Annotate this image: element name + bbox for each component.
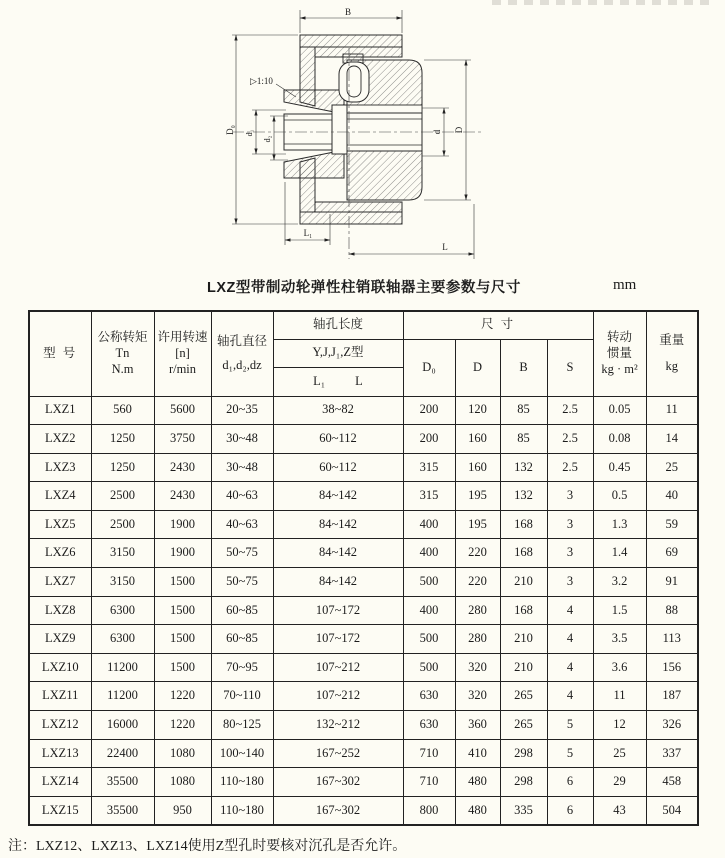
value-cell: 1220 [154,711,211,740]
value-cell: 50~75 [211,539,273,568]
value-cell: 11200 [91,653,154,682]
value-cell: 298 [500,739,547,768]
table-row [29,739,698,768]
coupling-section-drawing [212,2,497,270]
value-cell: 43 [593,796,646,825]
value-cell: 113 [646,625,698,654]
value-cell: 11200 [91,682,154,711]
value-cell: 60~112 [273,425,403,454]
value-cell: 335 [500,796,547,825]
value-cell: 710 [403,768,455,797]
model-cell: LXZ5 [29,510,91,539]
model-cell: LXZ2 [29,425,91,454]
table-row [29,625,698,654]
value-cell: 60~112 [273,453,403,482]
model-cell: LXZ12 [29,711,91,740]
value-cell: 1080 [154,739,211,768]
value-cell: 265 [500,682,547,711]
value-cell: 2500 [91,482,154,511]
value-cell: 3150 [91,568,154,597]
value-cell: 107~172 [273,596,403,625]
header-bore-length-types: Y,J,J₁,Z型 [273,339,403,367]
value-cell: 280 [455,625,500,654]
value-cell: 3.6 [593,653,646,682]
table-row [29,768,698,797]
value-cell: 132 [500,453,547,482]
value-cell: 38~82 [273,396,403,425]
value-cell: 160 [455,453,500,482]
value-cell: 220 [455,539,500,568]
value-cell: 40 [646,482,698,511]
value-cell: 30~48 [211,453,273,482]
value-cell: 2.5 [547,396,593,425]
value-cell: 1500 [154,596,211,625]
table-row [29,653,698,682]
dim-D: D [454,126,464,134]
value-cell: 3.5 [593,625,646,654]
value-cell: 3 [547,510,593,539]
value-cell: 400 [403,539,455,568]
value-cell: 29 [593,768,646,797]
table-row [29,711,698,740]
value-cell: 168 [500,539,547,568]
value-cell: 11 [646,396,698,425]
value-cell: 0.45 [593,453,646,482]
table-row [29,425,698,454]
header-torque: 公称转矩Tn N.m [91,311,154,396]
value-cell: 210 [500,625,547,654]
value-cell: 1900 [154,539,211,568]
value-cell: 25 [646,453,698,482]
header-weight: 重量 kg [646,311,698,396]
value-cell: 84~142 [273,482,403,511]
table-row [29,453,698,482]
model-cell: LXZ1 [29,396,91,425]
model-cell: LXZ7 [29,568,91,597]
value-cell: 4 [547,596,593,625]
value-cell: 2.5 [547,425,593,454]
dim-d1: d₁ [245,129,254,137]
value-cell: 35500 [91,768,154,797]
value-cell: 168 [500,510,547,539]
value-cell: 40~63 [211,482,273,511]
value-cell: 195 [455,510,500,539]
value-cell: 167~302 [273,768,403,797]
value-cell: 1500 [154,653,211,682]
value-cell: 107~212 [273,682,403,711]
value-cell: 132~212 [273,711,403,740]
value-cell: 1220 [154,682,211,711]
value-cell: 360 [455,711,500,740]
clipped-text-artifact [492,0,712,5]
value-cell: 85 [500,396,547,425]
value-cell: 167~302 [273,796,403,825]
value-cell: 160 [455,425,500,454]
value-cell: 326 [646,711,698,740]
value-cell: 6300 [91,596,154,625]
value-cell: 2430 [154,453,211,482]
value-cell: 504 [646,796,698,825]
value-cell: 60~85 [211,625,273,654]
table-row [29,539,698,568]
value-cell: 156 [646,653,698,682]
value-cell: 1.4 [593,539,646,568]
value-cell: 6 [547,796,593,825]
value-cell: 500 [403,625,455,654]
value-cell: 187 [646,682,698,711]
table-row [29,796,698,825]
value-cell: 458 [646,768,698,797]
value-cell: 5 [547,711,593,740]
value-cell: 3750 [154,425,211,454]
value-cell: 70~110 [211,682,273,711]
value-cell: 16000 [91,711,154,740]
header-inertia: 转动 惯量 kg · m² [593,311,646,396]
header-col-S: S [547,339,593,396]
value-cell: 6 [547,768,593,797]
value-cell: 315 [403,482,455,511]
table-row [29,568,698,597]
value-cell: 280 [455,596,500,625]
value-cell: 59 [646,510,698,539]
model-cell: LXZ4 [29,482,91,511]
value-cell: 70~95 [211,653,273,682]
value-cell: 315 [403,453,455,482]
header-model: 型 号 [29,311,91,396]
dim-L: L [442,242,448,252]
value-cell: 4 [547,682,593,711]
value-cell: 2.5 [547,453,593,482]
value-cell: 107~172 [273,625,403,654]
value-cell: 100~140 [211,739,273,768]
table-row [29,596,698,625]
value-cell: 107~212 [273,653,403,682]
value-cell: 1.3 [593,510,646,539]
value-cell: 265 [500,711,547,740]
value-cell: 3.2 [593,568,646,597]
value-cell: 84~142 [273,510,403,539]
value-cell: 950 [154,796,211,825]
footnote: 注：LXZ12、LXZ13、LXZ14使用Z型孔时要核对沉孔是否允许。 [8,839,407,854]
value-cell: 200 [403,425,455,454]
value-cell: 14 [646,425,698,454]
value-cell: 5600 [154,396,211,425]
header-bore-diameter: 轴孔直径 d₁,d₂,dz [211,311,273,396]
value-cell: 22400 [91,739,154,768]
table-row [29,682,698,711]
value-cell: 168 [500,596,547,625]
value-cell: 3 [547,568,593,597]
value-cell: 210 [500,568,547,597]
value-cell: 6300 [91,625,154,654]
value-cell: 1250 [91,425,154,454]
dim-B: B [344,7,352,17]
value-cell: 1900 [154,510,211,539]
value-cell: 480 [455,768,500,797]
value-cell: 1500 [154,568,211,597]
value-cell: 1080 [154,768,211,797]
value-cell: 50~75 [211,568,273,597]
header-L1-L: L₁ L [273,367,403,396]
value-cell: 0.08 [593,425,646,454]
header-col-B: B [500,339,547,396]
value-cell: 560 [91,396,154,425]
header-size: 尺 寸 [403,311,593,339]
value-cell: 5 [547,739,593,768]
value-cell: 91 [646,568,698,597]
value-cell: 110~180 [211,768,273,797]
value-cell: 167~252 [273,739,403,768]
value-cell: 337 [646,739,698,768]
model-cell: LXZ8 [29,596,91,625]
value-cell: 320 [455,682,500,711]
dim-d2: d₂ [263,135,272,143]
value-cell: 410 [455,739,500,768]
value-cell: 1250 [91,453,154,482]
model-cell: LXZ13 [29,739,91,768]
value-cell: 195 [455,482,500,511]
header-speed: 许用转速 [n] r/min [154,311,211,396]
value-cell: 120 [455,396,500,425]
value-cell: 85 [500,425,547,454]
value-cell: 630 [403,711,455,740]
value-cell: 88 [646,596,698,625]
dim-D0: D₀ [225,125,235,135]
model-cell: LXZ14 [29,768,91,797]
value-cell: 1.5 [593,596,646,625]
value-cell: 480 [455,796,500,825]
header-col-D: D [455,339,500,396]
model-cell: LXZ6 [29,539,91,568]
unit-label: mm [613,277,637,293]
value-cell: 4 [547,653,593,682]
value-cell: 11 [593,682,646,711]
value-cell: 1500 [154,625,211,654]
model-cell: LXZ3 [29,453,91,482]
value-cell: 35500 [91,796,154,825]
dim-d: d [432,129,442,135]
value-cell: 210 [500,653,547,682]
value-cell: 3150 [91,539,154,568]
value-cell: 630 [403,682,455,711]
value-cell: 2430 [154,482,211,511]
taper-label: ▷1:10 [250,76,273,86]
value-cell: 110~180 [211,796,273,825]
model-cell: LXZ10 [29,653,91,682]
value-cell: 25 [593,739,646,768]
value-cell: 3 [547,482,593,511]
value-cell: 30~48 [211,425,273,454]
value-cell: 60~85 [211,596,273,625]
value-cell: 320 [455,653,500,682]
joint-spacer [332,105,347,154]
value-cell: 400 [403,510,455,539]
value-cell: 200 [403,396,455,425]
value-cell: 3 [547,539,593,568]
value-cell: 220 [455,568,500,597]
page-title: LXZ型带制动轮弹性柱销联轴器主要参数与尺寸 [207,280,521,296]
table-row [29,510,698,539]
value-cell: 2500 [91,510,154,539]
spec-table [28,310,699,826]
value-cell: 69 [646,539,698,568]
model-cell: LXZ11 [29,682,91,711]
value-cell: 0.5 [593,482,646,511]
value-cell: 12 [593,711,646,740]
value-cell: 20~35 [211,396,273,425]
value-cell: 500 [403,653,455,682]
value-cell: 84~142 [273,568,403,597]
model-cell: LXZ9 [29,625,91,654]
value-cell: 4 [547,625,593,654]
value-cell: 500 [403,568,455,597]
value-cell: 710 [403,739,455,768]
dim-L1: L₁ [303,228,313,238]
header-col-D0: D₀ [403,339,455,396]
model-cell: LXZ15 [29,796,91,825]
table-row [29,482,698,511]
value-cell: 800 [403,796,455,825]
value-cell: 0.05 [593,396,646,425]
table-row [29,396,698,425]
value-cell: 40~63 [211,510,273,539]
value-cell: 80~125 [211,711,273,740]
value-cell: 84~142 [273,539,403,568]
value-cell: 132 [500,482,547,511]
header-bore-length: 轴孔长度 [273,311,403,339]
value-cell: 400 [403,596,455,625]
value-cell: 298 [500,768,547,797]
